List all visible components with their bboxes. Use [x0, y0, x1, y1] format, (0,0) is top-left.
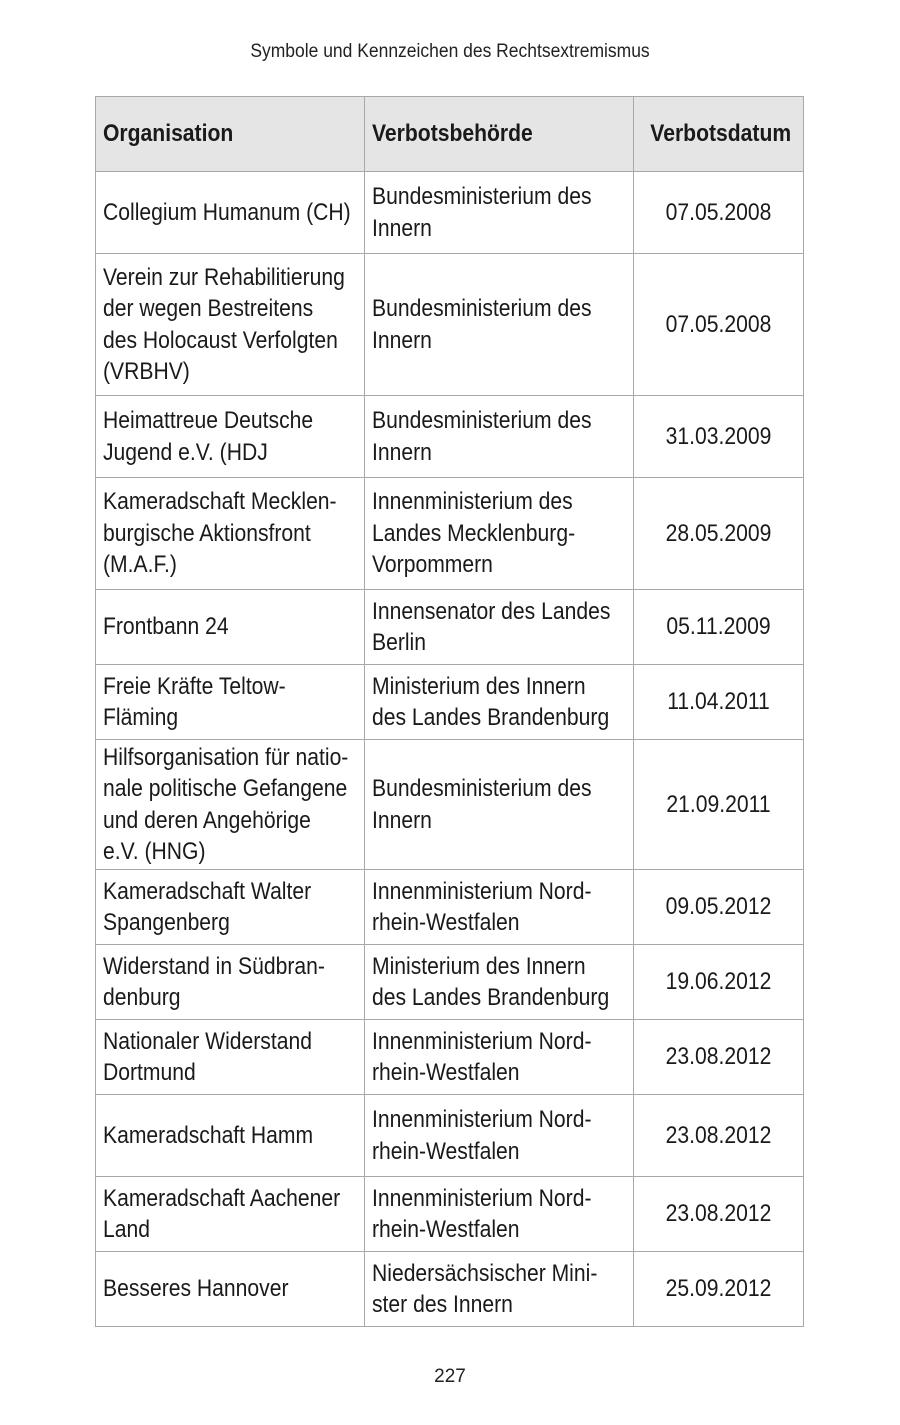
ban-table: [95, 96, 804, 1327]
cell-date: 09.05.2012: [634, 870, 804, 945]
table-row: [96, 478, 804, 590]
cell-date: 31.03.2009: [634, 396, 804, 478]
cell-authority: Innensenator des Landes Berlin: [365, 590, 634, 665]
cell-authority: Innenministerium des Landes Mecklenburg- Vorpommern: [365, 478, 634, 590]
cell-organisation: Nationaler Widerstand Dortmund: [96, 1020, 365, 1095]
header-date: Verbotsdatum: [634, 97, 804, 172]
cell-authority: Ministerium des Innern des Landes Brandenburg: [365, 945, 634, 1020]
cell-authority: Bundesministerium des Innern: [365, 740, 634, 870]
table-row: [96, 1177, 804, 1252]
cell-date: 23.08.2012: [634, 1020, 804, 1095]
table-row: [96, 1095, 804, 1177]
cell-organisation: Kameradschaft Hamm: [96, 1095, 365, 1177]
table-row: [96, 945, 804, 1020]
cell-organisation: Kameradschaft Aachener Land: [96, 1177, 365, 1252]
cell-date: 28.05.2009: [634, 478, 804, 590]
table-row: [96, 1020, 804, 1095]
cell-date: 21.09.2011: [634, 740, 804, 870]
cell-authority: Bundesministerium des Innern: [365, 254, 634, 396]
cell-authority: Bundesministerium des Innern: [365, 172, 634, 254]
cell-date: 07.05.2008: [634, 254, 804, 396]
cell-organisation: Heimattreue Deutsche Jugend e.V. (HDJ: [96, 396, 365, 478]
cell-date: 11.04.2011: [634, 665, 804, 740]
cell-date: 19.06.2012: [634, 945, 804, 1020]
table-row: [96, 870, 804, 945]
header-authority: Verbotsbehörde: [365, 97, 634, 172]
table-row: [96, 740, 804, 870]
cell-authority: Niedersächsischer Mini- ster des Innern: [365, 1252, 634, 1327]
table-row: [96, 254, 804, 396]
cell-organisation: Hilfsorganisation für natio- nale politische Gefangene und deren Angehörige e.V. (HNG): [96, 740, 365, 870]
cell-organisation: Collegium Humanum (CH): [96, 172, 365, 254]
cell-authority: Innenministerium Nord- rhein-Westfalen: [365, 1020, 634, 1095]
cell-organisation: Verein zur Rehabilitierung der wegen Bestreitens des Holocaust Verfolgten (VRBHV): [96, 254, 365, 396]
table-row: [96, 665, 804, 740]
cell-authority: Bundesministerium des Innern: [365, 396, 634, 478]
cell-organisation: Widerstand in Südbran- denburg: [96, 945, 365, 1020]
table-row: [96, 590, 804, 665]
cell-authority: Innenministerium Nord- rhein-Westfalen: [365, 1177, 634, 1252]
page-number: 227: [434, 1366, 466, 1387]
header-organisation: Organisation: [96, 97, 365, 172]
running-title: Symbole und Kennzeichen des Rechtsextremismus: [250, 41, 650, 62]
cell-authority: Ministerium des Innern des Landes Brandenburg: [365, 665, 634, 740]
table-row: [96, 172, 804, 254]
cell-organisation: Kameradschaft Mecklen- burgische Aktionsfront (M.A.F.): [96, 478, 365, 590]
cell-date: 23.08.2012: [634, 1095, 804, 1177]
cell-authority: Innenministerium Nord- rhein-Westfalen: [365, 1095, 634, 1177]
table-row: [96, 1252, 804, 1327]
cell-organisation: Freie Kräfte Teltow- Fläming: [96, 665, 365, 740]
table-header-row: [96, 97, 804, 172]
cell-date: 23.08.2012: [634, 1177, 804, 1252]
cell-organisation: Frontbann 24: [96, 590, 365, 665]
table-row: [96, 396, 804, 478]
cell-date: 05.11.2009: [634, 590, 804, 665]
cell-authority: Innenministerium Nord- rhein-Westfalen: [365, 870, 634, 945]
cell-date: 25.09.2012: [634, 1252, 804, 1327]
cell-date: 07.05.2008: [634, 172, 804, 254]
cell-organisation: Besseres Hannover: [96, 1252, 365, 1327]
cell-organisation: Kameradschaft Walter Spangenberg: [96, 870, 365, 945]
